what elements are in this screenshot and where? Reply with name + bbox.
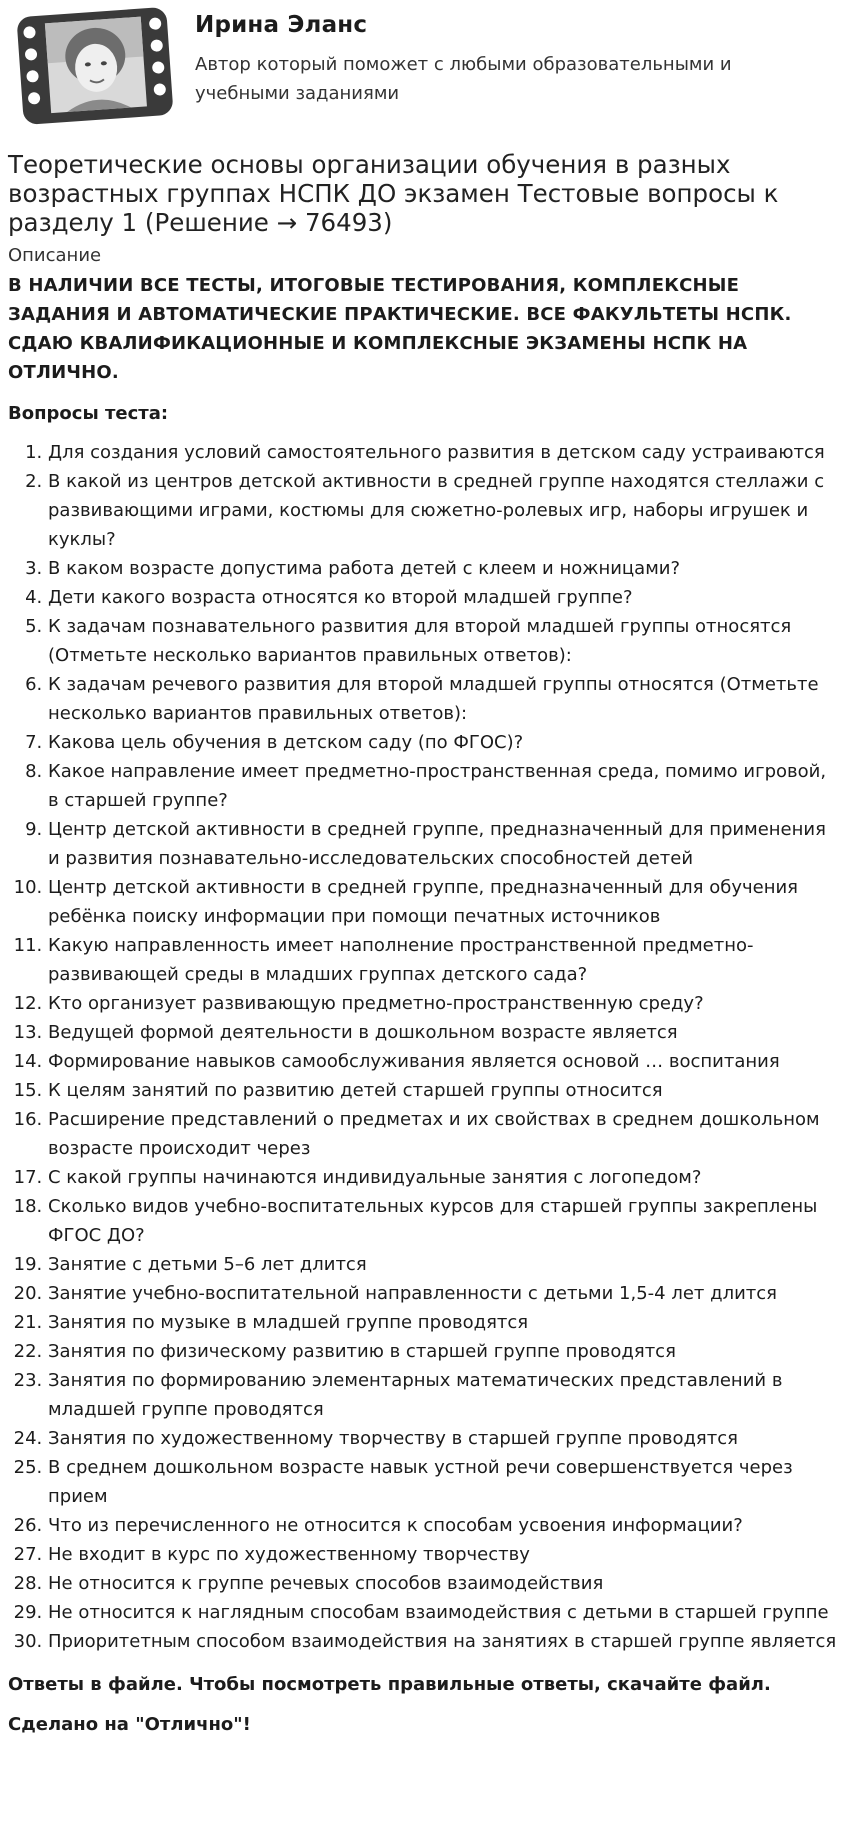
answers-note: Ответы в файле. Чтобы посмотреть правильные ответы, скачайте файл. bbox=[8, 1674, 771, 1695]
questions-heading: Вопросы теста: bbox=[8, 403, 169, 424]
description-label: Описание bbox=[8, 245, 102, 266]
question-item: 17. С какой группы начинаются индивидуальные занятия с логопедом? bbox=[48, 1163, 838, 1192]
question-item: 12. Кто организует развивающую предметно-пространственную среду? bbox=[48, 989, 838, 1018]
question-item: 18. Сколько видов учебно-воспитательных курсов для старшей группы закреплены ФГОС ДО? bbox=[48, 1192, 838, 1250]
author-description: Автор который поможет с любыми образовательными и учебными заданиями bbox=[195, 54, 732, 104]
question-item: 28. Не относится к группе речевых способов взаимодействия bbox=[48, 1569, 838, 1598]
question-item: 13. Ведущей формой деятельности в дошкольном возрасте является bbox=[48, 1018, 838, 1047]
question-item: 22. Занятия по физическому развитию в старшей группе проводятся bbox=[48, 1337, 838, 1366]
questions-list bbox=[8, 438, 838, 1656]
author-name[interactable]: Ирина Эланс bbox=[195, 12, 368, 38]
avatar[interactable] bbox=[14, 6, 174, 126]
question-item: 21. Занятия по музыке в младшей группе проводятся bbox=[48, 1308, 838, 1337]
question-item: 25. В среднем дошкольном возрасте навык устной речи совершенствуется через прием bbox=[48, 1453, 838, 1511]
question-item: 14. Формирование навыков самообслуживания является основой … воспитания bbox=[48, 1047, 838, 1076]
question-item: 4. Дети какого возраста относятся ко второй младшей группе? bbox=[48, 583, 838, 612]
film-strip-avatar-icon bbox=[14, 6, 174, 126]
question-item: 15. К целям занятий по развитию детей старшей группы относится bbox=[48, 1076, 838, 1105]
question-item: 26. Что из перечисленного не относится к способам усвоения информации? bbox=[48, 1511, 838, 1540]
author-card bbox=[8, 0, 839, 140]
question-item: 10. Центр детской активности в средней группе, предназначенный для обучения ребёнка поиску информации при помощи печатных источников bbox=[48, 873, 838, 931]
page-title: Теоретические основы организации обучения в разных возрастных группах НСПК ДО экзамен Тестовые вопросы к разделу 1 (Решение → 76493) bbox=[8, 150, 779, 237]
question-item: 20. Занятие учебно-воспитательной направленности с детьми 1,5-4 лет длится bbox=[48, 1279, 838, 1308]
question-item: 6. К задачам речевого развития для второй младшей группы относятся (Отметьте несколько вариантов правильных ответов): bbox=[48, 670, 838, 728]
promo-text: В НАЛИЧИИ ВСЕ ТЕСТЫ, ИТОГОВЫЕ ТЕСТИРОВАНИЯ, КОМПЛЕКСНЫЕ ЗАДАНИЯ И АВТОМАТИЧЕСКИЕ ПРАКТИЧЕСКИЕ. ВСЕ ФАКУЛЬТЕТЫ НСПК. СДАЮ КВАЛИФИКАЦИОННЫЕ И КОМПЛЕКСНЫЕ ЭКЗАМЕНЫ НСПК НА ОТЛИЧНО. bbox=[8, 275, 792, 383]
question-item: 5. К задачам познавательного развития для второй младшей группы относятся (Отметьте несколько вариантов правильных ответов): bbox=[48, 612, 838, 670]
quality-note: Сделано на "Отлично"! bbox=[8, 1714, 251, 1735]
question-item: 23. Занятия по формированию элементарных математических представлений в младшей группе проводятся bbox=[48, 1366, 838, 1424]
question-item: 11. Какую направленность имеет наполнение пространственной предметно-развивающей среды в младших группах детского сада? bbox=[48, 931, 838, 989]
question-item: 8. Какое направление имеет предметно-пространственная среда, помимо игровой, в старшей группе? bbox=[48, 757, 838, 815]
question-item: 24. Занятия по художественному творчеству в старшей группе проводятся bbox=[48, 1424, 838, 1453]
question-item: 9. Центр детской активности в средней группе, предназначенный для применения и развития познавательно-исследовательских способностей детей bbox=[48, 815, 838, 873]
question-item: 16. Расширение представлений о предметах и их свойствах в среднем дошкольном возрасте происходит через bbox=[48, 1105, 838, 1163]
question-item: 19. Занятие с детьми 5–6 лет длится bbox=[48, 1250, 838, 1279]
question-item: 7. Какова цель обучения в детском саду (по ФГОС)? bbox=[48, 728, 838, 757]
question-item: 2. В какой из центров детской активности в средней группе находятся стеллажи с развивающими играми, костюмы для сюжетно-ролевых игр, наборы игрушек и куклы? bbox=[48, 467, 838, 554]
question-item: 3. В каком возрасте допустима работа детей с клеем и ножницами? bbox=[48, 554, 838, 583]
question-item: 29. Не относится к наглядным способам взаимодействия с детьми в старшей группе bbox=[48, 1598, 838, 1627]
question-item: 30. Приоритетным способом взаимодействия на занятиях в старшей группе является bbox=[48, 1627, 838, 1656]
question-item: 1. Для создания условий самостоятельного развития в детском саду устраиваются bbox=[48, 438, 838, 467]
question-item: 27. Не входит в курс по художественному творчеству bbox=[48, 1540, 838, 1569]
